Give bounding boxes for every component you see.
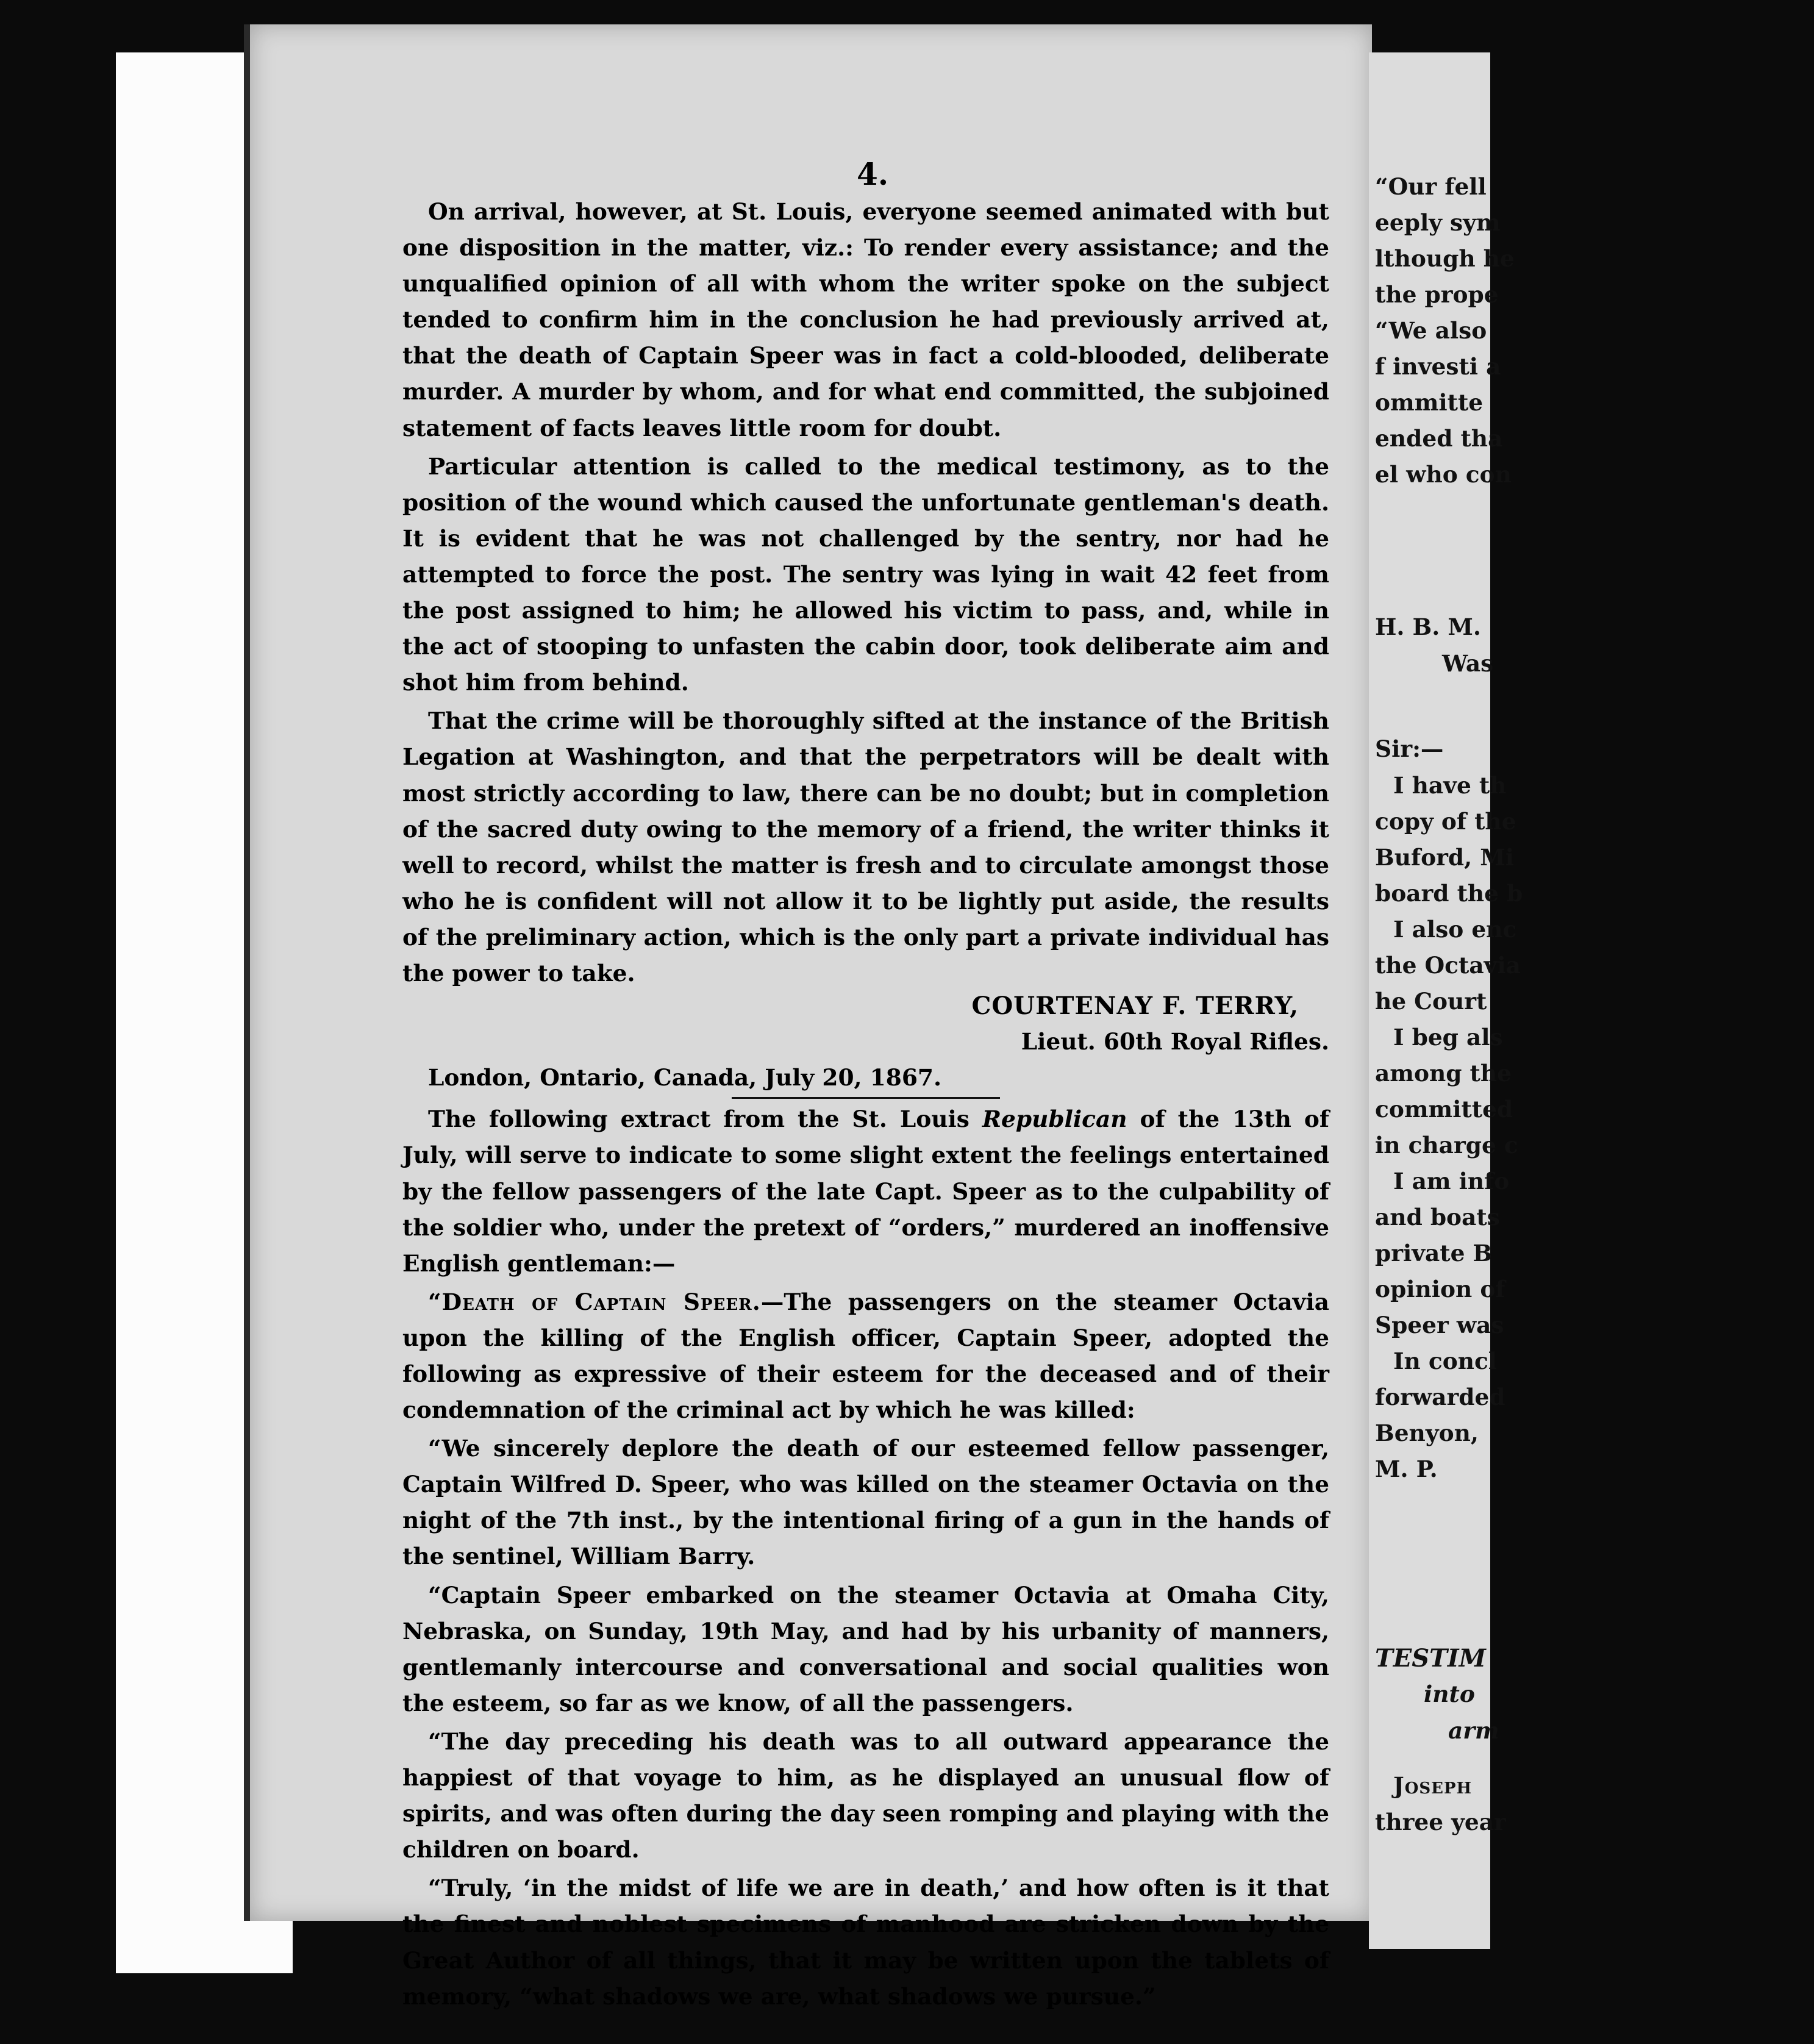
facing-page-fragment: M. P. xyxy=(1375,1456,1438,1482)
facing-page xyxy=(1369,52,1523,1949)
facing-page-fragment: I beg als xyxy=(1393,1024,1503,1051)
section-divider xyxy=(732,1097,1000,1099)
facing-page-fragment: Speer was xyxy=(1375,1312,1504,1338)
facing-page-fragment: “Our fell xyxy=(1375,173,1487,200)
dateline: London, Ontario, Canada, July 20, 1867. xyxy=(428,1064,942,1092)
facing-page-fragment: H. B. M. xyxy=(1375,613,1481,640)
facing-page-fragment: the Octavia xyxy=(1375,952,1521,979)
page-number: 4. xyxy=(857,156,889,192)
signature-name: COURTENAY F. TERRY, xyxy=(971,992,1299,1021)
extract-intro-after: of the 13th of July, will serve to indicate to some slight extent the feelings entertained by the fellow passengers of the late Capt. Speer as to the culpability of the soldier who, under the pretext of “orders,” murdered an inoffensive English gentleman:— xyxy=(402,1106,1329,1277)
facing-page-fragment: lthough he xyxy=(1375,245,1515,272)
extract-heading-paragraph xyxy=(402,1284,1329,1428)
facing-page-fragment: ended tha xyxy=(1375,425,1503,452)
facing-page-fragment: I have th xyxy=(1393,772,1507,799)
extract-heading-rest: —The passengers on the steamer Octavia upon the killing of the English officer, Captain Speer, adopted the following as expressive of their esteem for the deceased and of their condemnation of the criminal act by which he was killed: xyxy=(402,1288,1329,1424)
facing-page-fragment: among the xyxy=(1375,1060,1512,1087)
facing-page-fragment: private B xyxy=(1375,1240,1493,1267)
facing-page-fragment: arm xyxy=(1448,1717,1499,1744)
extract-paragraph: “Captain Speer embarked on the steamer Octavia at Omaha City, Nebraska, on Sunday, 19th May, and had by his urbanity of manners, gentlemanly intercourse and conversational and social qualities won the esteem, so far as we know, of all the passengers. xyxy=(402,1581,1329,1717)
facing-page-fragment: board the b xyxy=(1375,880,1523,907)
facing-page-fragment: eeply sym xyxy=(1375,209,1501,236)
facing-page-fragment: in charge c xyxy=(1375,1132,1518,1159)
facing-page-fragment: Was xyxy=(1442,650,1494,677)
extract-intro-before: The following extract from the St. Louis xyxy=(428,1106,982,1133)
facing-page-fragment: opinion of xyxy=(1375,1276,1505,1303)
paragraph: Particular attention is called to the medical testimony, as to the position of the wound which caused the unfortunate gentleman's death. It is evident that he was not challenged by the sentry, nor had he attempted to force the post. The sentry was lying in wait 42 feet from the post assigned to him; he allowed his victim to pass, and, while in the act of stooping to unfasten the cabin door, took deliberate aim and shot him from behind. xyxy=(402,452,1329,696)
signature-block xyxy=(402,988,1329,1060)
facing-page-fragment: “We also xyxy=(1375,317,1487,344)
paragraph: On arrival, however, at St. Louis, everyone seemed animated with but one disposition in the matter, viz.: To render every assistance; and the unqualified opinion of all with whom the writer spoke on the subject tended to confirm him in the conclusion he had previously arrived at, that the death of Captain Speer was in fact a cold-blooded, deliberate murder. A murder by whom, and for what end committed, the subjoined statement of facts leaves little room for doubt. xyxy=(402,198,1329,441)
facing-page-fragment: el who con xyxy=(1375,461,1512,488)
extract-paragraph: “We sincerely deplore the death of our esteemed fellow passenger, Captain Wilfred D. Speer, who was killed on the steamer Octavia on the night of the 7th inst., by the intentional firing of a gun in the hands of the sentinel, William Barry. xyxy=(402,1435,1329,1570)
facing-page-fragment: I am info xyxy=(1393,1168,1510,1195)
facing-page-fragment: the prope xyxy=(1375,281,1499,308)
facing-page-fragment: Sir:— xyxy=(1375,735,1444,762)
document-body xyxy=(402,194,1329,2015)
facing-page-fragment: and boats xyxy=(1375,1204,1500,1231)
facing-page-fragment: TESTIM xyxy=(1375,1644,1486,1673)
facing-page-fragment: committed xyxy=(1375,1096,1513,1123)
facing-page-fragment: forwarded xyxy=(1375,1384,1505,1410)
signature-rank: Lieut. 60th Royal Rifles. xyxy=(1021,1028,1329,1056)
facing-page-fragment: he Court xyxy=(1375,988,1487,1015)
facing-page-fragment: I also enc xyxy=(1393,916,1517,943)
facing-page-fragment: copy of the xyxy=(1375,808,1516,835)
extract-paragraph: “Truly, ‘in the midst of life we are in death,’ and how often is it that the finest and noblest specimens of manhood are stricken down by the Great Author of all things, that it may be written upon the tablets of memory, “what shadows we are, what shadows we pursue.” xyxy=(402,1874,1329,2010)
extract-intro xyxy=(402,1101,1329,1281)
extract-heading: “Death of Captain Speer. xyxy=(428,1288,761,1315)
newspaper-name: Republican xyxy=(982,1106,1127,1133)
paragraph: That the crime will be thoroughly sifted at the instance of the British Legation at Washington, and that the perpetrators will be dealt with most strictly according to law, there can be no doubt; but in completion of the sacred duty owing to the memory of a friend, the writer thinks it well to record, whilst the matter is fresh and to circulate amongst those who he is confident will not allow it to be lightly put aside, the results of the preliminary action, which is the only part a private individual has the power to take. xyxy=(402,707,1329,987)
facing-page-fragment: Buford, Mi xyxy=(1375,844,1514,871)
facing-page-fragment: Benyon, xyxy=(1375,1420,1479,1446)
facing-page-fragment: ommitte xyxy=(1375,389,1484,416)
extract-paragraph: “The day preceding his death was to all outward appearance the happiest of that voyage to him, as he displayed an unusual flow of spirits, and was often during the day seen romping and playing with the children on board. xyxy=(402,1728,1329,1864)
facing-page-fragment: Joseph xyxy=(1393,1772,1473,1799)
facing-page-fragment: three year xyxy=(1375,1809,1506,1835)
facing-page-fragment: In concl xyxy=(1393,1348,1498,1374)
facing-page-fragment: into xyxy=(1424,1681,1475,1707)
facing-page-fragment: f investi a xyxy=(1375,353,1501,380)
